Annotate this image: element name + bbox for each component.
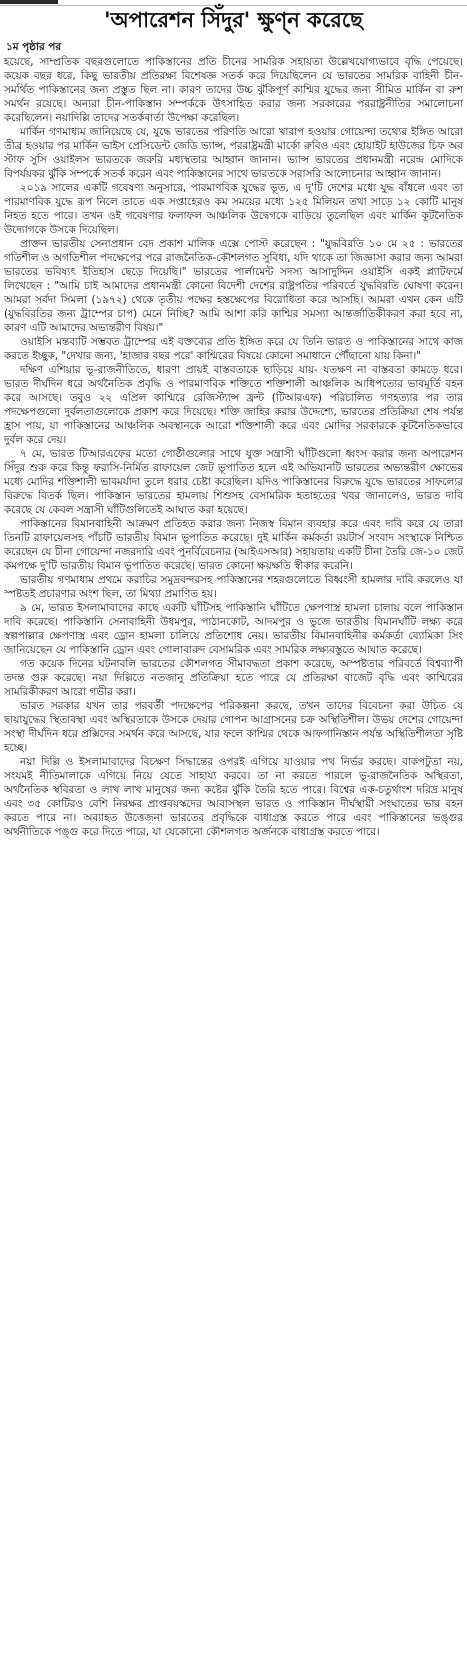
paragraph: ভারতীয় গণমাধ্যম প্রথমে করাচির সমুদ্রবন্দরসহ পাকিস্তানের শহরগুলোতে বিধ্বংসী হামলার দাবি করলেও যা স্পষ্টতই প্রচারণার অংশ ছিল, তা মিথ্যা প্রমাণিত হয়। bbox=[4, 574, 463, 600]
paragraph: ২০১৯ সালের একটি গবেষণা অনুসারে, পারমাণবিক যুদ্ধের ভূত, এ দু'টি দেশের মধ্যে যুদ্ধ বাঁধলে এবং তা পারমাণবিক যুদ্ধে রূপ নিলে তাতে এক সপ্তাহেরও কম সময়ের মধ্যে ১২৫ মিলিয়ন তথা সাড়ে ১২ কোটি মানুষ নিহত হতে পারে। তখন ওই গবেষণার ফলাফল আঞ্চলিক উদ্বেগকে বাড়িয়ে তুলেছিল এবং মার্কিন কূটনৈতিক উদ্যোগকে উসকে দিয়েছিল। bbox=[4, 182, 463, 236]
paragraph: হয়েছে, সাম্প্রতিক বছরগুলোতে পাকিস্তানের প্রতি চীনের সামরিক সহায়তা উল্লেখযোগ্যভাবে বৃদ্ধি পেয়েছে। কয়েক বছর ধরে, কিছু ভারতীয় প্রতিরক্ষা বিশেষজ্ঞ সতর্ক করে দিয়েছিলেন যে ভারতের সামরিক বাহিনী চীন-সমর্থিত পাকিস্তানের জন্য প্রস্তুত ছিল না। কারণ তাদের উচ্চ ঝুঁকিপূর্ণ কাশ্মির যুদ্ধের জন্য সীমিত মার্কিন বা রুশ সমর্থন রয়েছে। অন্যরা চীন-পাকিস্তান সম্পর্ককে উৎসাহিত করার জন্য সরকারের পররাষ্ট্রনীতির সমালোচনা করেছিলেন। নয়াদিল্লি তাদের সতর্কবার্তা উপেক্ষা করেছিল। bbox=[4, 56, 463, 124]
paragraph: ৯ মে, ভারত ইসলামাবাদের কাছে একটি ঘাঁটিসহ পাকিস্তানি ঘাঁটিতে ক্ষেপণাস্ত্র হামলা চালায় বলে পাকিস্তান দাবি করেছে। পাকিস্তানি সেনাবাহিনী উধমপুর, পাঠানকোট, আদমপুর ও ভুজে ভারতীয় বিমানঘাঁটি লক্ষ্য করে স্বল্পপাল্লার ক্ষেপণাস্ত্র এবং ড্রোন হামলা চালিয়ে প্রতিশোধ নেয়। ভারতীয় বিমানবাহিনীর কর্মকর্তা ব্যোমিকা সিং জানিয়েছেন যে পাকিস্তানি ড্রোন এবং গোলাবারুদ বেসামরিক এবং সামরিক লক্ষ্যবস্তুতে আঘাত করেছে। bbox=[4, 602, 463, 656]
continued-from-label: ১ম পৃষ্ঠার পর bbox=[6, 41, 62, 53]
paragraph: ভারত সরকার যখন তার পরবর্তী পদক্ষেপের পরিকল্পনা করছে, তখন তাদের বিবেচনা করা উচিত যে ছায়াযুদ্ধের স্থিতাবস্থা এবং অস্থিরতাকে উসকে দেয়ার গোপন আগ্রাসনের চক্র অস্থিতিশীল। উভয় দেশের গোয়েন্দা সংস্থা দীর্ঘদিন ধরে প্রক্সিদের সমর্থন করে আসছে, যার ফলে কাশ্মির থেকে আফগানিস্তান পর্যন্ত অস্থিতিশীলতা সৃষ্টি হচ্ছে। bbox=[4, 700, 463, 754]
page-marker-bar bbox=[0, 0, 58, 4]
headline: 'অপারেশন সিঁদুর' ক্ষুণ্ন করেছে bbox=[104, 7, 363, 32]
paragraph: প্রাক্তন ভারতীয় সেনাপ্রধান বেদ প্রকাশ মালিক এক্সে পোস্ট করেছেন : "যুদ্ধবিরতি ১০ মে ২৫ : ভারতের গতিশীল ও অগতিশীল পদক্ষেপের পরে রাজনৈতিক-কৌশলগত সুবিধা, যদি থাকে তা জিজ্ঞাসা করার জন্য আমরা ভারতের ভবিষ্যৎ ইতিহাস ছেড়ে দিয়েছি।" ভারতের পার্লামেন্ট সদস্য আসাদুদ্দিন ওয়াইসি একই প্ল্যাটফর্মে লিখেছেন : "আমি চাই আমাদের প্রধানমন্ত্রী কোনো বিদেশী দেশের রাষ্ট্রপতির পরিবর্তে যুদ্ধবিরতি ঘোষণা করেন। আমরা সর্বদা সিমলা (১৯৭২) থেকে তৃতীয় পক্ষের হস্তক্ষেপের বিরোধিতা করে আসছি। আমরা এখন কেন এটি (যুদ্ধবিরতির জন্য ট্রাম্পের চাপ) মেনে নিচ্ছি? আমি আশা করি কাশ্মির সমস্যা আন্তর্জাতিকীকরণ করা হবে না, কারণ এটি আমাদের অভ্যন্তরীণ বিষয়।" bbox=[4, 238, 463, 334]
paragraph: দক্ষিণ এশিয়ার ভূ-রাজনীতিতে, ধারণা প্রায়ই বাস্তবতাকে ছাড়িয়ে যায়- যতক্ষণ না বাস্তবতা কামড়ে ধরে। ভারত দীর্ঘদিন ধরে অর্থনৈতিক প্রবৃদ্ধি ও পারমাণবিক শক্তিতে শক্তিশালী আঞ্চলিক আধিপত্যের ভাবমূর্তি বহন করে আসছে। তবুও ২২ এপ্রিল কাশ্মিরে রেজিস্ট্যান্স ফ্রন্ট (টিআরএফ) পরিচালিত গণহত্যার পর তার পদক্ষেপগুলো দুর্বলতাগুলোকে প্রকাশ করে দিয়েছে। শক্তি জাহির করার উদ্দেশ্যে, ভারতের প্রতিক্রিয়া শেষ পর্যন্ত হ্রাস পায়, যা পাকিস্তানের আঞ্চলিক অবস্থানকে আরো শক্তিশালী করে এবং মোদির সরকারকে কূটনৈতিকভাবে দুর্বল করে দেয়। bbox=[4, 364, 463, 446]
paragraph: পাকিস্তানের বিমানবাহিনী আক্রমণ প্রতিহত করার জন্য নিজস্ব বিমান ব্যবহার করে এবং দাবি করে যে তারা তিনটি রাফায়েলসহ পাঁচটি ভারতীয় বিমান ভূপাতিত করেছে। দুই মার্কিন কর্মকর্তা রয়টার্স সংবাদ সংস্থাকে নিশ্চিত করেছেন যে চীনা গোয়েন্দা নজরদারি এবং পুনর্বিবেচনার (আইএসআর) সহায়তায় একটি চীনা তৈরি জে-১০ জেট কমপক্ষে দু'টি ভারতীয় বিমান ভূপাতিত করেছে। ভারত কোনো ক্ষয়ক্ষতি স্বীকার করেনি। bbox=[4, 518, 463, 572]
paragraph: মার্কিন গণমাধ্যম জানিয়েছে যে, যুদ্ধে ভারতের পরিণতি আরো খারাপ হওয়ার গোয়েন্দা তথ্যের ইঙ্গিত আরো তীব্র হওয়ার পর মার্কিন ভাইস প্রেসিডেন্ট জেডি ভ্যান্স, পররাষ্ট্রমন্ত্রী মার্কো রুবিও এবং হোয়াইট হাউজের চিফ অব স্টাফ সুসি ওয়াইলস ভারতকে জরুরি মধ্যস্থতার আহ্বান জানান। ভ্যান্স ভারতের প্রধানমন্ত্রী নরেন্দ্র মোদিকে বিপর্যয়কর ঝুঁকি সম্পর্কে সতর্ক করেন এবং পাকিস্তানের সাথে ভারতকে সরাসরি আলোচনার আহ্বান জানান। bbox=[4, 126, 463, 180]
article-body bbox=[4, 40, 463, 1670]
paragraph: ৭ মে, ভারত টিআরএফের মতো গোষ্ঠীগুলোর সাথে যুক্ত সন্ত্রাসী ঘাঁটিগুলো ধ্বংস করার জন্য অপারেশন সিঁদুর শুরু করে কিন্তু ফরাসি-নির্মিত রাফায়েল জেট ভূপাতিত হলে এই অভিযানটি ভারতের অভ্যন্তরীণ ক্ষোভের মধ্যে মোদির শক্তিশালী ভাবমর্যাদা তুলে ধরার চেষ্টা করেছিল। যদিও পাকিস্তানের বিরুদ্ধে যুদ্ধে ভারতের সাফল্যের বিরুদ্ধে বিতর্ক ছিল। পাকিস্তান ভারতের হামলায় শিশুসহ বেসামরিক হতাহতের খবর জানালেও, ভারত দাবি করেছে যে কেবল সন্ত্রাসী ঘাঁটিগুলিতেই আঘাত করা হয়েছে। bbox=[4, 448, 463, 516]
paragraph: গত কয়েক দিনের ঘটনাবলি ভারতের কৌশলগত সীমাবদ্ধতা প্রকাশ করেছে, অস্পষ্টতার পরিবর্তে বিশ্বব্যাপী তদন্ত গুরু করেছে। নয়া দিল্লিতে নতজানু প্রতিক্রিয়া হতে পারে যে প্রতিরক্ষা বাজেট বৃদ্ধি এবং কাশ্মিরের সামরিকীকরণ আরো গভীর করা। bbox=[4, 658, 463, 698]
paragraph: ওয়াইসি মন্তব্যটি সম্ভবত ট্রাম্পের এই বক্তব্যের প্রতি ইঙ্গিত করে যে তিনি ভারত ও পাকিস্তানের সাথে কাজ করতে ইচ্ছুক, "দেখার জন্য, 'হাজার বছর পরে' কাশ্মিরের বিষয়ে কোনো সমাধানে পৌঁছানো যায় কিনা।" bbox=[4, 336, 463, 362]
paragraph: নয়া দিল্লি ও ইসলামাবাদের বিচক্ষণ সিদ্ধান্তের ওপরই এগিয়ে যাওয়ার পথ নির্ভর করছে। বাকপটুতা নয়, সংযমই নীতিমালাকে এগিয়ে নিয়ে যেতে সাহায্য করবে। তা না করতে পারলে ভূ-রাজনৈতিক অস্থিরতা, অর্থনৈতিক স্থবিরতা ও লাখ লাখ মানুষের জন্য কষ্টের ঝুঁকি তৈরি হতে পারে। বিশ্বের এক-চতুর্থাংশ দরিদ্র মানুষ এবং ৩৫ কোটিরও বেশি নিরক্ষর প্রাপ্তবয়স্কদের আবাসস্থল ভারত ও পাকিস্তান দীর্ঘস্থায়ী সংঘাতের ভার বহন করতে পারে না। অব্যাহত উত্তেজনা ভারতের প্রবৃদ্ধিকে বাধাগ্রস্ত করতে পারে এবং পাকিস্তানের ভঙ্গুর অর্থনীতিকে পঙ্গু করে দিতে পারে, যা যেকোনো কৌশলগত অর্জনকে বাধাগ্রস্ত করতে পারে। bbox=[4, 756, 463, 838]
